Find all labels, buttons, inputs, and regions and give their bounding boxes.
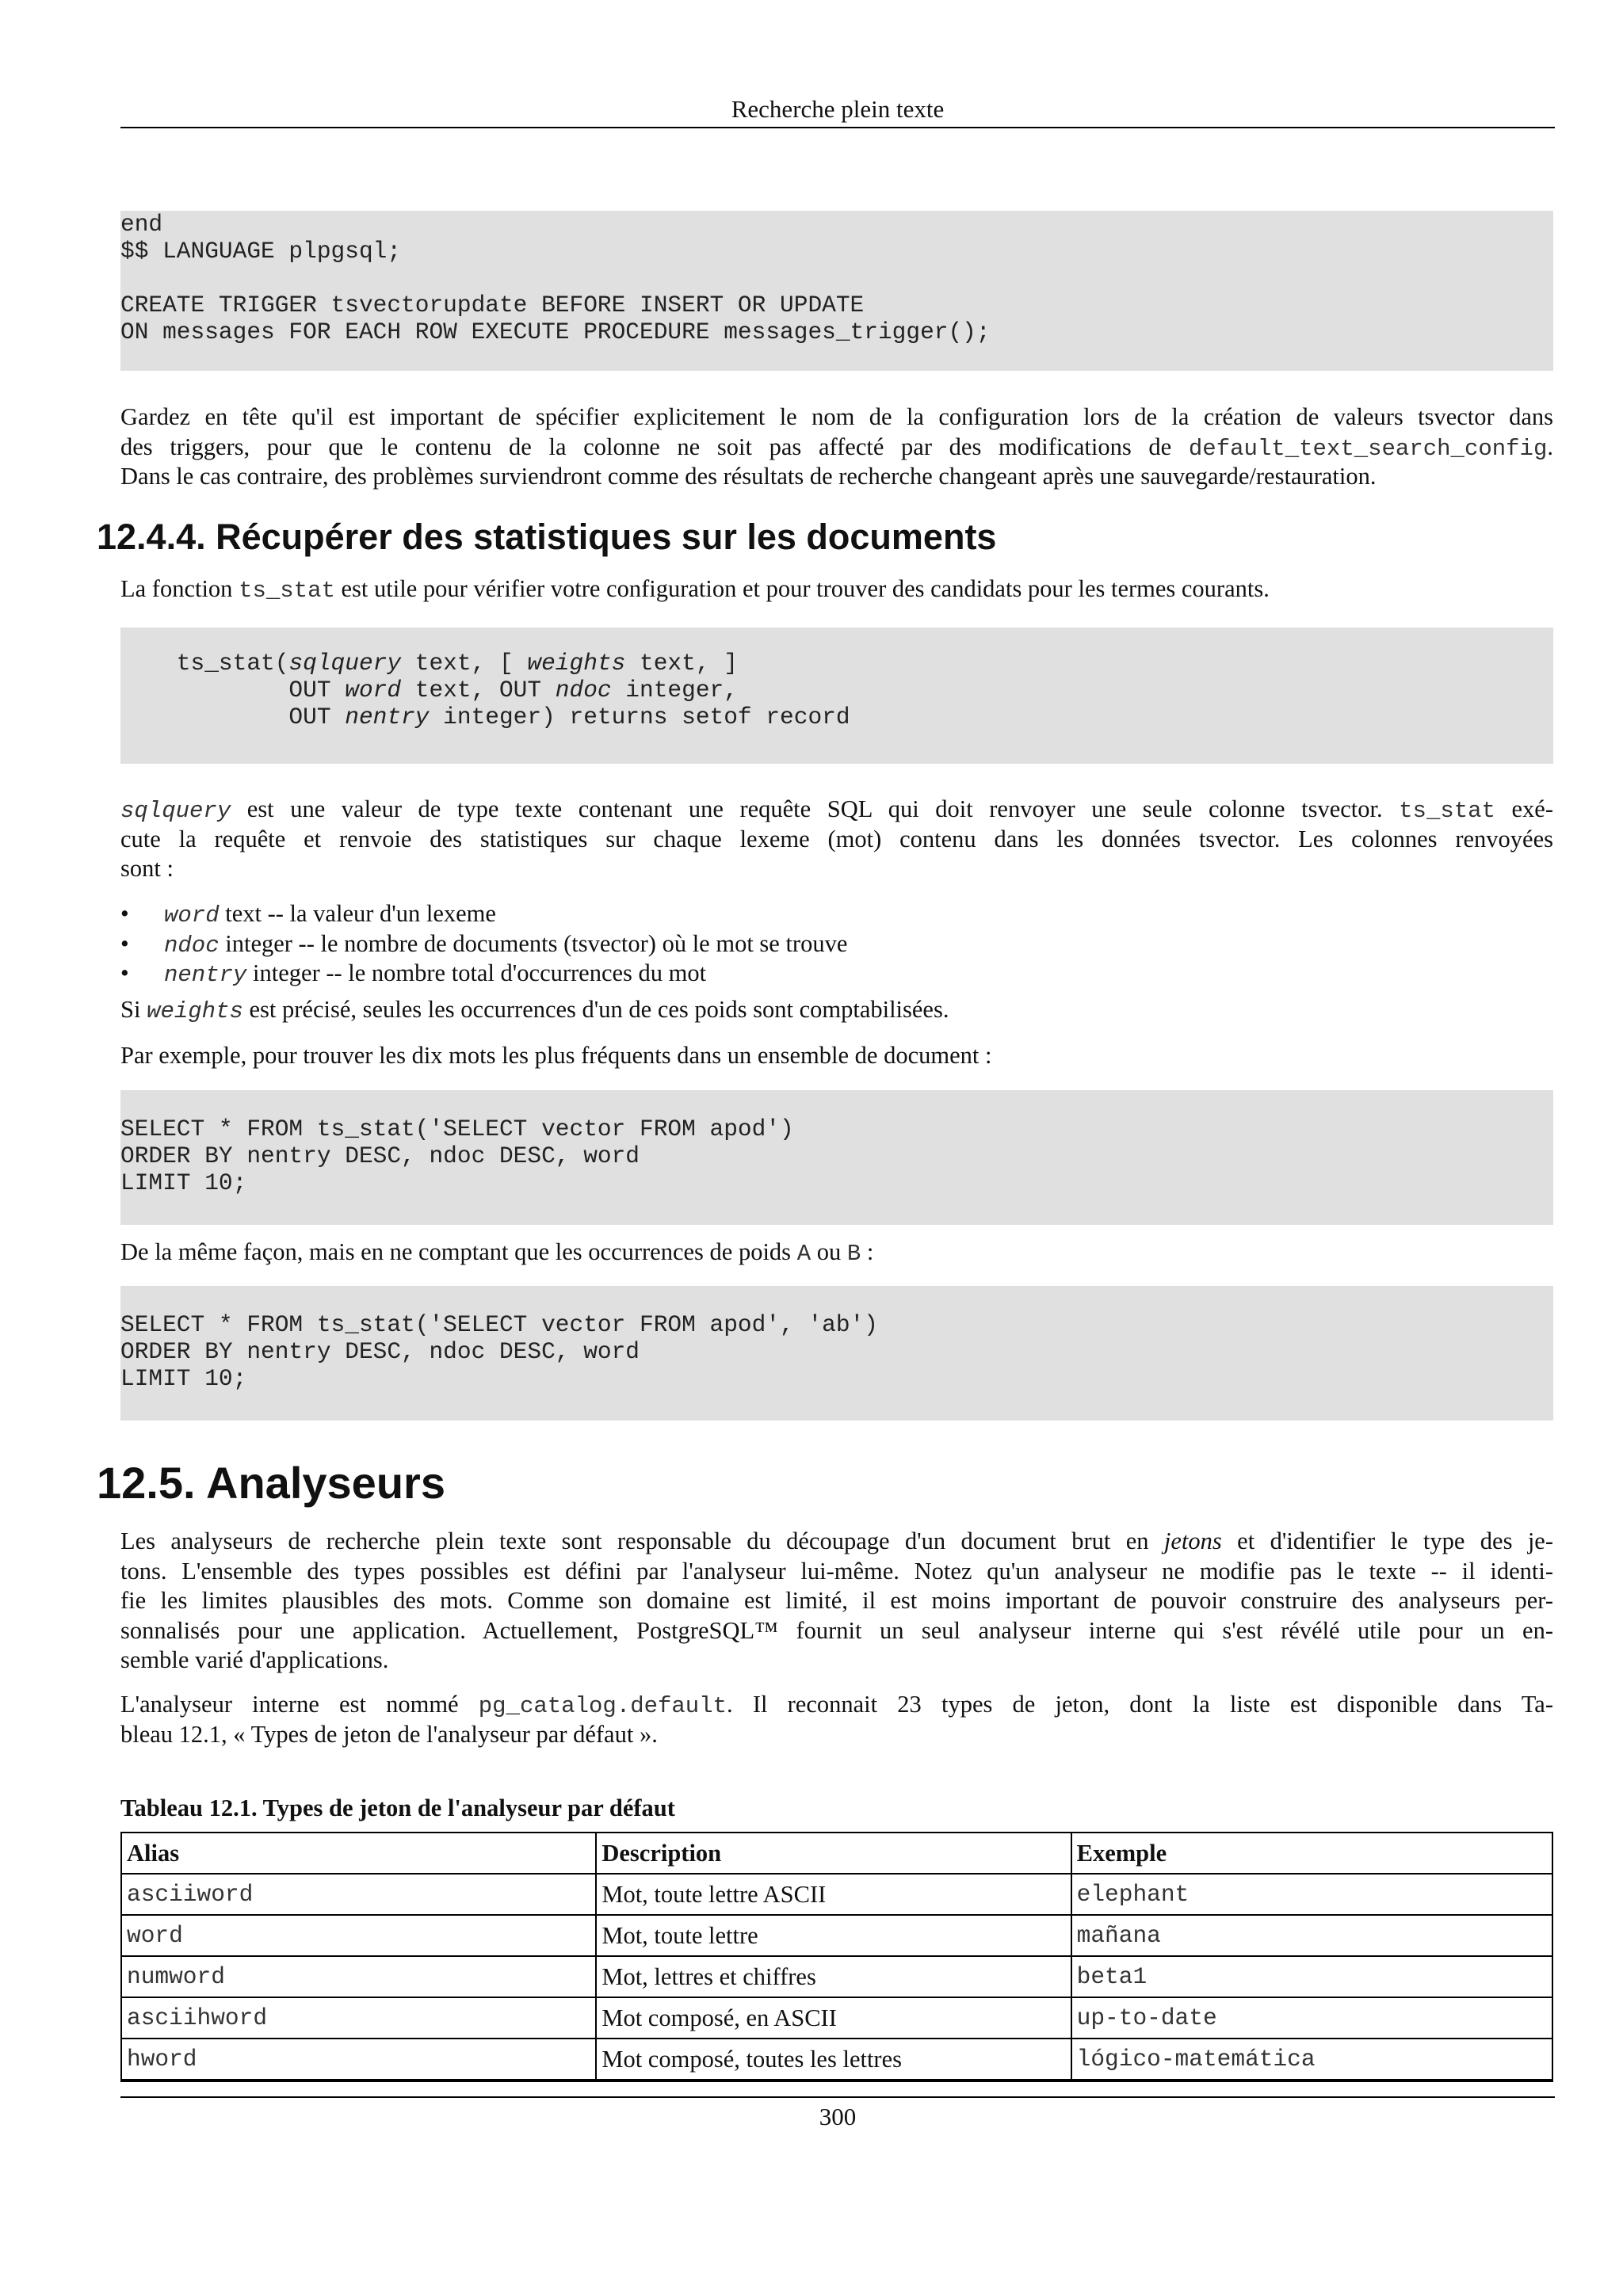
header-rule bbox=[120, 127, 1555, 128]
paragraph-default-parser bbox=[120, 1690, 1553, 1749]
text-line bbox=[120, 1586, 1553, 1616]
table-caption: Tableau 12.1. Types de jeton de l'analyseur par défaut bbox=[120, 1794, 675, 1821]
text: . bbox=[1547, 433, 1553, 460]
cell-alias: hword bbox=[121, 2039, 596, 2081]
list-item bbox=[120, 899, 1553, 929]
text-line: Par exemple, pour trouver les dix mots les plus fréquents dans un ensemble de document : bbox=[120, 1042, 992, 1069]
text: Dans le cas contraire, des problèmes surviendront comme des résultats de recherche changeant après une sauvegarde/restauration. bbox=[120, 463, 1377, 490]
text: Si bbox=[120, 996, 147, 1023]
text: fie les limites plausibles des mots. Comme son domaine est limité, il est moins important de pouvoir construire des analyseurs per- bbox=[120, 1587, 1553, 1614]
text-line bbox=[120, 1557, 1553, 1587]
paragraph-ts-stat bbox=[120, 574, 1553, 605]
section-heading-12-4-4: 12.4.4. Récupérer des statistiques sur les documents bbox=[97, 517, 997, 557]
cell-example: up-to-date bbox=[1071, 1997, 1552, 2039]
code-line: LIMIT 10; bbox=[120, 1365, 247, 1392]
text-line bbox=[120, 1720, 1553, 1750]
cell-alias: numword bbox=[121, 1956, 596, 1997]
code-line: LIMIT 10; bbox=[120, 1169, 247, 1196]
text-line bbox=[120, 433, 1553, 463]
footer-rule bbox=[120, 2096, 1555, 2098]
cell-example: lógico-matemática bbox=[1071, 2039, 1552, 2081]
text: . Il reconnait 23 types de jeton, dont la liste est disponible dans Ta- bbox=[727, 1691, 1553, 1718]
cell-description: Mot, toute lettre bbox=[596, 1915, 1071, 1956]
code-line bbox=[120, 650, 1553, 677]
text: integer -- le nombre total d'occurrences du mot bbox=[246, 959, 707, 986]
table-row bbox=[121, 1956, 1552, 1997]
table-row bbox=[121, 1915, 1552, 1956]
code-text: integer) returns setof record bbox=[429, 704, 850, 730]
text: et d'identifier le type des je- bbox=[1221, 1527, 1553, 1554]
code-line: $$ LANGUAGE plpgsql; bbox=[120, 238, 402, 265]
inline-code-param: ndoc bbox=[164, 932, 220, 959]
table-row bbox=[121, 1997, 1552, 2039]
bullet-icon: • bbox=[120, 929, 129, 957]
inline-code: ts_stat bbox=[1399, 798, 1495, 824]
section-heading-12-5: 12.5. Analyseurs bbox=[97, 1458, 445, 1508]
paragraph-sqlquery bbox=[120, 795, 1553, 884]
bullet-icon: • bbox=[120, 900, 129, 927]
cell-example: mañana bbox=[1071, 1915, 1552, 1956]
emphasis: jetons bbox=[1163, 1527, 1222, 1554]
text: sont : bbox=[120, 855, 174, 882]
code-line: SELECT * FROM ts_stat('SELECT vector FROM apod', 'ab') bbox=[120, 1311, 878, 1338]
bullet-list-columns bbox=[120, 899, 1553, 989]
text: des triggers, pour que le contenu de la colonne ne soit pas affecté par des modifications de bbox=[120, 433, 1189, 460]
text-line bbox=[120, 995, 1553, 1025]
code-param: word bbox=[345, 677, 402, 704]
inline-code-param: sqlquery bbox=[120, 798, 231, 824]
text-line bbox=[120, 1238, 1553, 1268]
code-line: ON messages FOR EACH ROW EXECUTE PROCEDURE messages_trigger(); bbox=[120, 318, 991, 345]
code-line: ORDER BY nentry DESC, ndoc DESC, word bbox=[120, 1142, 640, 1169]
inline-code-param: word bbox=[164, 902, 220, 929]
text: Gardez en tête qu'il est important de spécifier explicitement le nom de la configuration lors de la création de valeurs tsvector dans bbox=[120, 403, 1553, 430]
paragraph-weights bbox=[120, 995, 1553, 1025]
table-row bbox=[121, 1874, 1552, 1915]
cell-description: Mot, toute lettre ASCII bbox=[596, 1874, 1071, 1915]
code-line bbox=[120, 265, 1553, 292]
cell-example: elephant bbox=[1071, 1874, 1552, 1915]
bullet-icon: • bbox=[120, 959, 129, 986]
code-line: CREATE TRIGGER tsvectorupdate BEFORE INSERT OR UPDATE bbox=[120, 292, 865, 318]
code-line bbox=[120, 677, 1553, 704]
inline-code: A bbox=[796, 1241, 812, 1267]
text: L'analyseur interne est nommé bbox=[120, 1691, 479, 1718]
code-text: text, OUT bbox=[401, 677, 556, 704]
cell-description: Mot, lettres et chiffres bbox=[596, 1956, 1071, 1997]
text-line bbox=[120, 462, 1553, 492]
code-block-signature bbox=[120, 627, 1553, 764]
text: text -- la valeur d'un lexeme bbox=[219, 900, 496, 927]
text: est une valeur de type texte contenant une requête SQL qui doit renvoyer une seule colonne tsvector. bbox=[231, 795, 1400, 822]
code-text: text, [ bbox=[401, 650, 528, 677]
code-text: ts_stat( bbox=[120, 650, 289, 677]
text-line bbox=[120, 1616, 1553, 1646]
code-text: OUT bbox=[120, 704, 346, 730]
column-header-alias: Alias bbox=[121, 1833, 596, 1874]
text-line bbox=[120, 1527, 1553, 1557]
inline-code: pg_catalog.default bbox=[478, 1693, 727, 1719]
code-line bbox=[120, 704, 1553, 730]
paragraph-config-note bbox=[120, 402, 1553, 492]
text: : bbox=[861, 1238, 874, 1265]
inline-code: default_text_search_config bbox=[1188, 435, 1548, 462]
cell-alias: asciiword bbox=[121, 1874, 596, 1915]
cell-alias: word bbox=[121, 1915, 596, 1956]
text-line bbox=[120, 574, 1553, 605]
code-param: weights bbox=[527, 650, 626, 677]
text-line bbox=[120, 795, 1553, 825]
text: est précisé, seules les occurrences d'un de ces poids sont comptabilisées. bbox=[242, 996, 949, 1023]
code-param: sqlquery bbox=[288, 650, 402, 677]
code-line: ORDER BY nentry DESC, ndoc DESC, word bbox=[120, 1338, 640, 1365]
inline-code: ts_stat bbox=[239, 578, 335, 604]
text: integer -- le nombre de documents (tsvector) où le mot se trouve bbox=[219, 929, 848, 957]
text: sonnalisés pour une application. Actuellement, PostgreSQL™ fournit un seul analyseur interne qui s'est révélé utile pour un en- bbox=[120, 1616, 1553, 1644]
text-line bbox=[120, 825, 1553, 855]
text-line bbox=[120, 1690, 1553, 1720]
code-text: integer, bbox=[611, 677, 738, 704]
text: est utile pour vérifier votre configuration et pour trouver des candidats pour les termes courants. bbox=[334, 575, 1270, 602]
text: semble varié d'applications. bbox=[120, 1646, 389, 1673]
inline-code-param: nentry bbox=[164, 962, 247, 988]
cell-description: Mot composé, toutes les lettres bbox=[596, 2039, 1071, 2081]
text: Les analyseurs de recherche plein texte sont responsable du découpage d'un document brut en bbox=[120, 1527, 1164, 1554]
text: cute la requête et renvoie des statistiques sur chaque lexeme (mot) contenu dans les données tsvector. Les colonnes renvoyées bbox=[120, 825, 1553, 852]
text: exé- bbox=[1495, 795, 1553, 822]
paragraph-analyseurs bbox=[120, 1527, 1553, 1676]
code-block-trigger bbox=[120, 211, 1553, 371]
column-header-example: Exemple bbox=[1071, 1833, 1552, 1874]
running-header: Recherche plein texte bbox=[731, 95, 945, 123]
text-line bbox=[120, 402, 1553, 433]
table-row bbox=[121, 2039, 1552, 2081]
code-line: SELECT * FROM ts_stat('SELECT vector FROM apod') bbox=[120, 1116, 794, 1142]
code-line: end bbox=[120, 211, 163, 238]
paragraph-example-1 bbox=[120, 1041, 1553, 1071]
text-line bbox=[120, 1646, 1553, 1676]
page-number: 300 bbox=[819, 2103, 857, 2130]
code-text: text, ] bbox=[625, 650, 738, 677]
list-item bbox=[120, 929, 1553, 959]
text-line bbox=[120, 854, 1553, 884]
code-param: ndoc bbox=[555, 677, 612, 704]
table-header-row bbox=[121, 1833, 1552, 1874]
paragraph-example-2 bbox=[120, 1238, 1553, 1268]
code-block-example-1 bbox=[120, 1090, 1553, 1225]
cell-description: Mot composé, en ASCII bbox=[596, 1997, 1071, 2039]
text: bleau 12.1, « Types de jeton de l'analyseur par défaut ». bbox=[120, 1720, 658, 1748]
list-item bbox=[120, 959, 1553, 989]
cell-alias: asciihword bbox=[121, 1997, 596, 2039]
inline-code: B bbox=[846, 1241, 861, 1267]
cell-example: beta1 bbox=[1071, 1956, 1552, 1997]
code-text: OUT bbox=[120, 677, 346, 704]
code-block-example-2 bbox=[120, 1286, 1553, 1421]
text: De la même façon, mais en ne comptant que les occurrences de poids bbox=[120, 1238, 797, 1265]
text: ou bbox=[811, 1238, 847, 1265]
inline-code-param: weights bbox=[147, 998, 243, 1024]
column-header-description: Description bbox=[596, 1833, 1071, 1874]
text: tons. L'ensemble des types possibles est défini par l'analyseur lui-même. Notez qu'un analyseur ne modifie pas le texte -- il identi- bbox=[120, 1557, 1553, 1585]
token-types-table bbox=[120, 1832, 1553, 2082]
text: La fonction bbox=[120, 575, 239, 602]
code-param: nentry bbox=[345, 704, 430, 730]
